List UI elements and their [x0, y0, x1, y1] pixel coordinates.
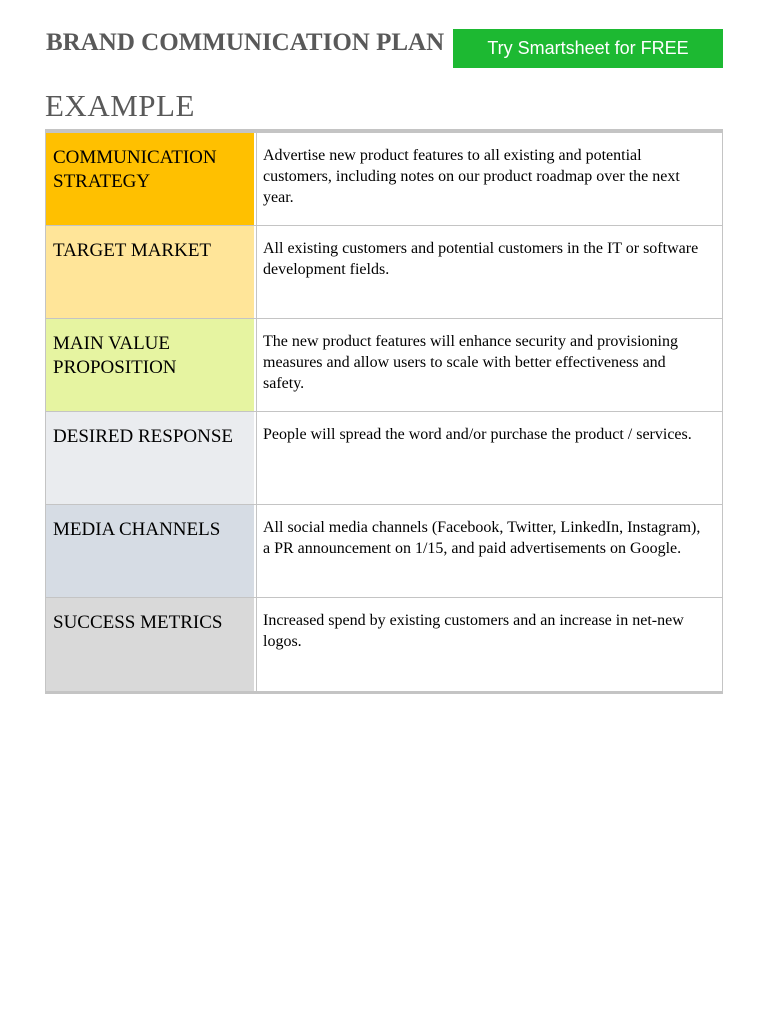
row-label: COMMUNICATION STRATEGY: [46, 133, 254, 225]
plan-row-success-metrics: [46, 598, 722, 691]
row-label: MAIN VALUE PROPOSITION: [46, 319, 254, 411]
row-description: People will spread the word and/or purchase the product / services.: [257, 412, 722, 504]
plan-row-media-channels: [46, 505, 722, 598]
row-description: The new product features will enhance security and provisioning measures and allow users to scale with better effectiveness and safety.: [257, 319, 722, 411]
plan-row-communication-strategy: [46, 133, 722, 226]
plan-row-main-value-proposition: [46, 319, 722, 412]
row-label: TARGET MARKET: [46, 226, 254, 318]
row-description: All existing customers and potential customers in the IT or software development fields.: [257, 226, 722, 318]
row-label: DESIRED RESPONSE: [46, 412, 254, 504]
row-description: All social media channels (Facebook, Twitter, LinkedIn, Instagram), a PR announcement on 1/15, and paid advertisements on Google.: [257, 505, 722, 597]
document-title: BRAND COMMUNICATION PLAN: [46, 29, 445, 56]
try-smartsheet-button[interactable]: Try Smartsheet for FREE: [453, 29, 723, 68]
row-description: Advertise new product features to all existing and potential customers, including notes on our product roadmap over the next year.: [257, 133, 722, 225]
plan-row-desired-response: [46, 412, 722, 505]
row-label: MEDIA CHANNELS: [46, 505, 254, 597]
communication-plan-table: [45, 129, 723, 694]
row-description: Increased spend by existing customers and an increase in net-new logos.: [257, 598, 722, 691]
section-heading: EXAMPLE: [45, 88, 195, 123]
plan-row-target-market: [46, 226, 722, 319]
row-label: SUCCESS METRICS: [46, 598, 254, 691]
